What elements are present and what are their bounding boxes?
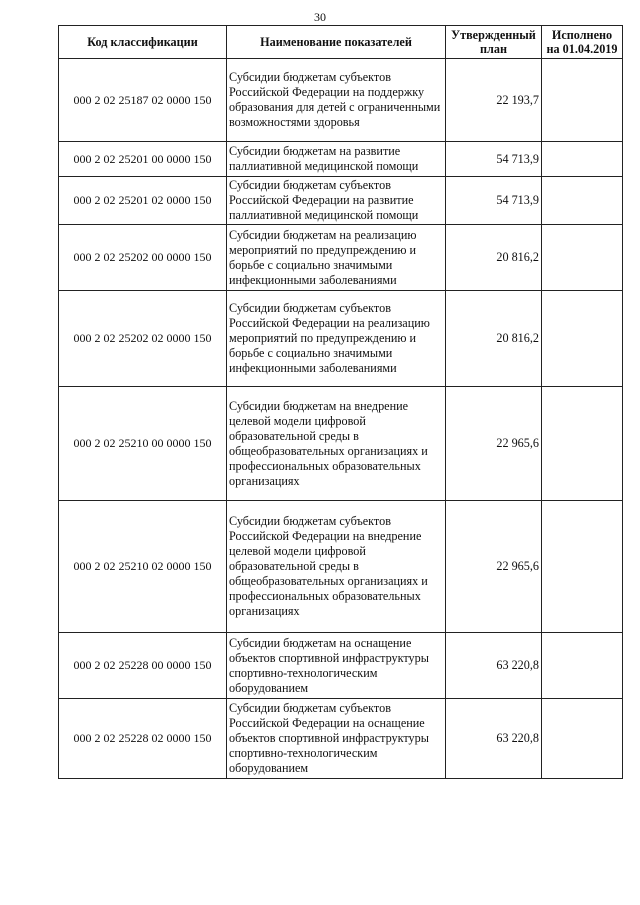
classification-code: 000 2 02 25210 00 0000 150 bbox=[59, 387, 227, 501]
executed-amount bbox=[542, 225, 623, 291]
header-done: Исполнено на 01.04.2019 bbox=[542, 26, 623, 59]
table-row bbox=[59, 59, 623, 142]
executed-amount bbox=[542, 501, 623, 633]
classification-code: 000 2 02 25228 02 0000 150 bbox=[59, 699, 227, 779]
approved-plan: 22 965,6 bbox=[446, 501, 542, 633]
approved-plan: 20 816,2 bbox=[446, 225, 542, 291]
approved-plan: 63 220,8 bbox=[446, 699, 542, 779]
table-header-row bbox=[59, 26, 623, 59]
table-row bbox=[59, 501, 623, 633]
classification-code: 000 2 02 25201 02 0000 150 bbox=[59, 177, 227, 225]
budget-table bbox=[58, 25, 623, 779]
classification-code: 000 2 02 25210 02 0000 150 bbox=[59, 501, 227, 633]
page-number: 30 bbox=[314, 10, 326, 24]
indicator-name: Субсидии бюджетам субъектов Российской Федерации на поддержку образования для детей с ограниченными возможностями здоровья bbox=[227, 59, 446, 142]
indicator-name: Субсидии бюджетам субъектов Российской Федерации на оснащение объектов спортивной инфраструктуры спортивно-технологическим оборудованием bbox=[227, 699, 446, 779]
indicator-name: Субсидии бюджетам субъектов Российской Федерации на внедрение целевой модели цифровой образовательной среды в общеобразовательных организациях и профессиональных образовательных организациях bbox=[227, 501, 446, 633]
executed-amount bbox=[542, 291, 623, 387]
table-row bbox=[59, 177, 623, 225]
table-row bbox=[59, 633, 623, 699]
approved-plan: 54 713,9 bbox=[446, 177, 542, 225]
table-row bbox=[59, 225, 623, 291]
table-row bbox=[59, 699, 623, 779]
classification-code: 000 2 02 25228 00 0000 150 bbox=[59, 633, 227, 699]
approved-plan: 22 965,6 bbox=[446, 387, 542, 501]
indicator-name: Субсидии бюджетам на оснащение объектов спортивной инфраструктуры спортивно-технологическим оборудованием bbox=[227, 633, 446, 699]
indicator-name: Субсидии бюджетам субъектов Российской Федерации на развитие паллиативной медицинской помощи bbox=[227, 177, 446, 225]
indicator-name: Субсидии бюджетам на внедрение целевой модели цифровой образовательной среды в общеобразовательных организациях и профессиональных образовательных организациях bbox=[227, 387, 446, 501]
classification-code: 000 2 02 25202 00 0000 150 bbox=[59, 225, 227, 291]
executed-amount bbox=[542, 59, 623, 142]
executed-amount bbox=[542, 177, 623, 225]
executed-amount bbox=[542, 699, 623, 779]
approved-plan: 22 193,7 bbox=[446, 59, 542, 142]
table-row bbox=[59, 387, 623, 501]
header-name: Наименование показателей bbox=[227, 26, 446, 59]
approved-plan: 63 220,8 bbox=[446, 633, 542, 699]
table-row bbox=[59, 142, 623, 177]
classification-code: 000 2 02 25201 00 0000 150 bbox=[59, 142, 227, 177]
approved-plan: 54 713,9 bbox=[446, 142, 542, 177]
executed-amount bbox=[542, 633, 623, 699]
table-row bbox=[59, 291, 623, 387]
indicator-name: Субсидии бюджетам на реализацию мероприятий по предупреждению и борьбе с социально значимыми инфекционными заболеваниями bbox=[227, 225, 446, 291]
header-code: Код классификации bbox=[59, 26, 227, 59]
classification-code: 000 2 02 25202 02 0000 150 bbox=[59, 291, 227, 387]
executed-amount bbox=[542, 387, 623, 501]
indicator-name: Субсидии бюджетам субъектов Российской Федерации на реализацию мероприятий по предупреждению и борьбе с социально значимыми инфекционными заболеваниями bbox=[227, 291, 446, 387]
indicator-name: Субсидии бюджетам на развитие паллиативной медицинской помощи bbox=[227, 142, 446, 177]
classification-code: 000 2 02 25187 02 0000 150 bbox=[59, 59, 227, 142]
header-plan: Утвержденный план bbox=[446, 26, 542, 59]
approved-plan: 20 816,2 bbox=[446, 291, 542, 387]
executed-amount bbox=[542, 142, 623, 177]
